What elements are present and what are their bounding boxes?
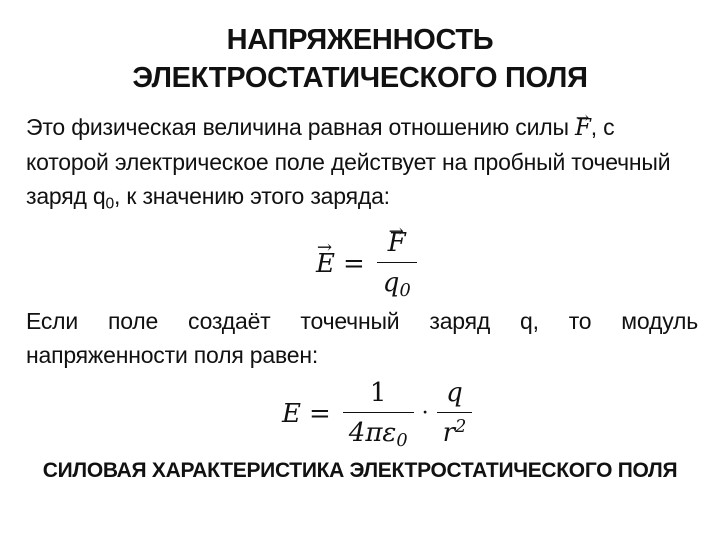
bottom-heading: СИЛОВАЯ ХАРАКТЕРИСТИКА ЭЛЕКТРОСТАТИЧЕСКОГО ПОЛЯ: [42, 459, 678, 482]
charge-denominator-subscript: 0: [399, 280, 411, 301]
four-pi-epsilon: 4πε: [348, 418, 397, 448]
definition-text-b: , с которой электрическое поле действует на пробный точечный заряд q: [26, 114, 671, 209]
multiplication-dot: ·: [421, 401, 429, 426]
epsilon-subscript: 0: [396, 430, 408, 451]
fraction-force-over-charge: [377, 226, 417, 301]
equals-sign: =: [342, 248, 365, 279]
point-charge-paragraph: Если поле создаёт точечный заряд q, то модуль напряженности поля равен:: [26, 308, 698, 368]
charge-over-distance-fraction: [437, 376, 473, 451]
field-magnitude-symbol: E: [282, 398, 301, 429]
equals-sign: =: [308, 398, 331, 429]
charge-subscript: 0: [105, 195, 115, 213]
charge-numerator: q: [446, 378, 463, 408]
force-numerator: → F: [388, 226, 406, 260]
definition-text-c: , к значению этого заряда:: [114, 183, 390, 209]
field-vector-symbol: → E: [316, 249, 335, 279]
slide-title-line-2: ЭЛЕКТРОСТАТИЧЕСКОГО ПОЛЯ: [132, 62, 588, 94]
distance-exponent: 2: [455, 417, 467, 438]
definition-text-a: Это физическая величина равная отношению силы: [26, 114, 575, 140]
one-numerator: 1: [369, 378, 387, 408]
slide-title-line-1: НАПРЯЖЕННОСТЬ: [226, 24, 494, 56]
force-vector-symbol: → F: [575, 111, 591, 145]
field-strength-formula: [316, 226, 421, 301]
definition-paragraph: [26, 110, 698, 213]
distance-denominator: r: [442, 418, 456, 448]
coulomb-constant-fraction: [343, 376, 414, 451]
point-charge-field-formula: [282, 376, 476, 451]
charge-denominator: q: [382, 268, 400, 298]
